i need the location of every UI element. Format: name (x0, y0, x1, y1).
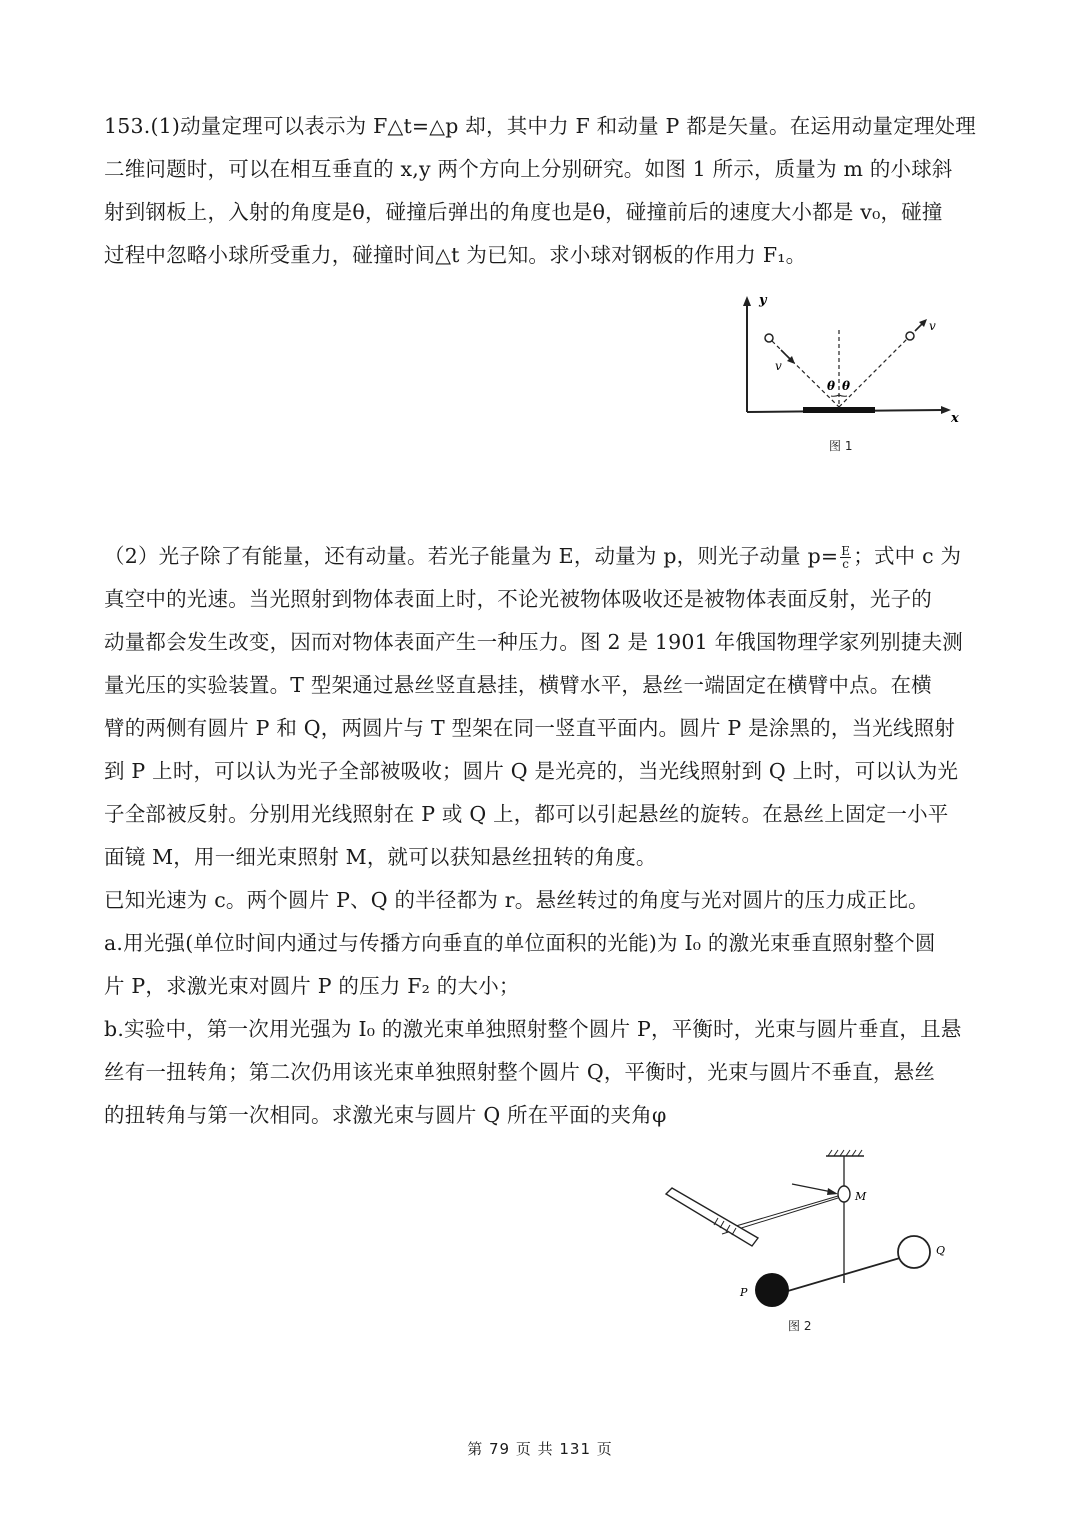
disc-p-label: P (740, 1286, 748, 1299)
theta-label-right: θ (842, 379, 851, 393)
q1-line-3: 射到钢板上，入射的角度是θ，碰撞后弹出的角度也是θ，碰撞前后的速度大小都是 v₀，碰撞 (104, 200, 943, 224)
q2-line-6: 到 P 上时，可以认为光子全部被吸收；圆片 Q 是光亮的，当光线照射到 Q 上时，可以认为光 (104, 759, 959, 783)
theta-label-left: θ (827, 379, 836, 393)
q2-line-1-pre: （2）光子除了有能量，还有动量。若光子能量为 E，动量为 p，则光子动量 p= (104, 544, 839, 568)
angle-arc-left (831, 395, 839, 396)
ceiling-hatch (828, 1150, 862, 1156)
disc-q-label: Q (936, 1244, 946, 1257)
disc-p (755, 1273, 789, 1307)
reflected-beam-1 (736, 1196, 838, 1226)
q2-line-5: 臂的两侧有圆片 P 和 Q，两圆片与 T 型架在同一竖直平面内。圆片 P 是涂黑的，当光线照射 (104, 716, 956, 740)
figure-1-caption: 图 1 (829, 439, 853, 453)
reading-scale (666, 1188, 758, 1246)
q2-line-12: b.实验中，第一次用光强为 I₀ 的激光束单独照射整个圆片 P，平衡时，光束与圆片垂直，且悬 (104, 1017, 962, 1041)
reflected-path (839, 339, 907, 407)
figure-1-diagram (735, 290, 965, 460)
q2-line-1-post: ；式中 c 为 (853, 544, 962, 568)
mirror-label: M (855, 1190, 867, 1203)
fraction-denominator: c (842, 557, 850, 571)
figure-2-caption: 图 2 (788, 1319, 812, 1333)
q2-line-8: 面镜 M，用一细光束照射 M，就可以获知悬丝扭转的角度。 (104, 845, 657, 869)
mirror-m (838, 1186, 850, 1202)
fraction-e-over-c (840, 545, 851, 570)
q2-line-11: 片 P，求激光束对圆片 P 的压力 F₂ 的大小； (104, 974, 520, 998)
q2-line-9: 已知光速为 c。两个圆片 P、Q 的半径都为 r。悬丝转过的角度与光对圆片的压力成正比。 (104, 888, 929, 912)
q2-line-10: a.用光强(单位时间内通过与传播方向垂直的单位面积的光能)为 I₀ 的激光束垂直照射整个圆 (104, 931, 936, 955)
q2-line-2: 真空中的光速。当光照射到物体表面上时，不论光被物体吸收还是被物体表面反射，光子的 (104, 587, 932, 611)
y-axis-label: y (759, 293, 767, 308)
ball-incoming (765, 334, 773, 342)
q1-line-1: 153.(1)动量定理可以表示为 F△t=△p 却，其中力 F 和动量 P 都是矢量。在运用动量定理处理 (104, 114, 976, 138)
q2-line-1 (104, 535, 980, 578)
velocity-label-right: v (929, 319, 936, 333)
question-part-2 (104, 535, 980, 1137)
q2-line-13: 丝有一扭转角；第二次仍用该光束单独照射整个圆片 Q，平衡时，光束与圆片不垂直，悬丝 (104, 1060, 936, 1084)
ball-outgoing (906, 332, 914, 340)
q2-line-14: 的扭转角与第一次相同。求激光束与圆片 Q 所在平面的夹角φ (104, 1103, 667, 1127)
velocity-label-left: v (775, 359, 782, 373)
figure-2 (660, 1148, 960, 1338)
q1-line-4: 过程中忽略小球所受重力，碰撞时间△t 为已知。求小球对钢板的作用力 F₁。 (104, 243, 807, 267)
figure-2-diagram (660, 1148, 960, 1338)
disc-q (898, 1236, 930, 1268)
x-axis-arrow-icon (941, 406, 951, 414)
q1-line-2: 二维问题时，可以在相互垂直的 x,y 两个方向上分别研究。如图 1 所示，质量为 m 的小球斜 (104, 157, 953, 181)
angle-arc-right (839, 395, 847, 396)
page-number-footer: 第 79 页 共 131 页 (467, 1440, 613, 1458)
question-part-1 (104, 105, 980, 277)
q2-line-4: 量光压的实验装置。T 型架通过悬丝竖直悬挂，横臂水平，悬丝一端固定在横臂中点。在横 (104, 673, 932, 697)
x-axis-label: x (951, 411, 959, 426)
y-axis-arrow-icon (743, 296, 751, 306)
fraction-numerator: E (841, 544, 851, 558)
beam-arrow-icon (827, 1188, 838, 1195)
q2-line-3: 动量都会发生改变，因而对物体表面产生一种压力。图 2 是 1901 年俄国物理学家列别捷夫测 (104, 630, 963, 654)
figure-1 (735, 290, 965, 460)
light-beam-incoming (792, 1184, 832, 1192)
q2-line-7: 子全部被反射。分别用光线照射在 P 或 Q 上，都可以引起悬丝的旋转。在悬丝上固定一小平 (104, 802, 949, 826)
